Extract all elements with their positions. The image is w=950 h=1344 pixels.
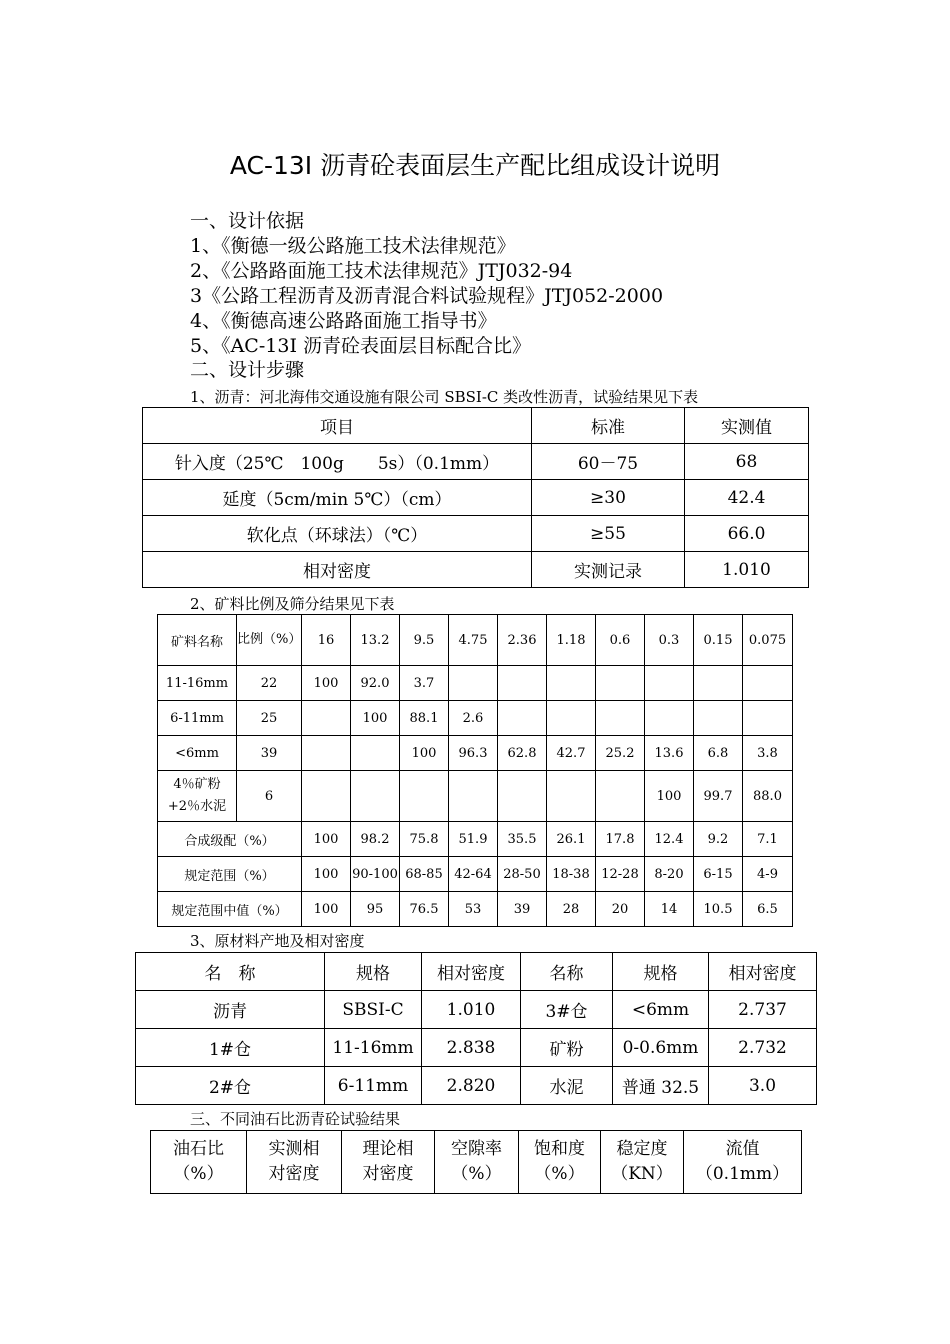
basis-heading: 一、设计依据 (190, 210, 305, 232)
basis-item: 4、《衡德高速公路路面施工指导书》 (190, 310, 497, 332)
table-cell: 51.9 (449, 822, 498, 857)
table-cell: <6mm (613, 991, 709, 1029)
summary-label: 合成级配（%） (158, 822, 302, 857)
basis-item: 3《公路工程沥青及沥青混合料试验规程》JTJ052-2000 (190, 285, 664, 307)
summary-row (158, 892, 793, 927)
table-cell: 3.0 (709, 1067, 817, 1105)
sieve-cell: 0.3 (645, 615, 694, 666)
table-header-row (143, 408, 809, 444)
table-cell: 95 (351, 892, 400, 927)
header-cell: 规格 (613, 953, 709, 991)
table-cell: 68 (685, 444, 809, 480)
table-cell: 88.0 (743, 771, 793, 822)
material-name: 4％矿粉+2％水泥 (158, 771, 237, 822)
header-line: 油石比 (173, 1139, 224, 1159)
table-cell: ≥55 (532, 516, 685, 552)
table-cell (596, 701, 645, 736)
header-cell (601, 1131, 684, 1194)
grading-table (157, 614, 793, 927)
table-cell: 18-38 (547, 857, 596, 892)
table-row (143, 516, 809, 552)
document-title: AC-13I 沥青砼表面层生产配比组成设计说明 (229, 151, 721, 180)
table-cell: 6-11mm (325, 1067, 422, 1105)
sieve-cell: 9.5 (400, 615, 449, 666)
table-cell: 实测记录 (532, 552, 685, 588)
table-cell: 28 (547, 892, 596, 927)
sieve-cell: 2.36 (498, 615, 547, 666)
table-cell: 96.3 (449, 736, 498, 771)
table-cell: 水泥 (521, 1067, 613, 1105)
grading-header-row (158, 615, 793, 666)
table-cell: 92.0 (351, 666, 400, 701)
header-line: 流值 (725, 1139, 760, 1159)
header-line: （%） (451, 1164, 502, 1184)
table-cell (498, 701, 547, 736)
table-cell: 9.2 (694, 822, 743, 857)
header-line: 实测相 (268, 1139, 320, 1159)
header-cell: 规格 (325, 953, 422, 991)
table-cell (449, 666, 498, 701)
header-cell: 比例（%） (237, 615, 302, 666)
asphalt-table (142, 407, 809, 588)
table-cell: 矿粉 (521, 1029, 613, 1067)
table-cell (547, 701, 596, 736)
table-cell: 13.6 (645, 736, 694, 771)
header-cell (342, 1131, 435, 1194)
table-cell: ≥30 (532, 480, 685, 516)
sieve-cell: 0.075 (743, 615, 793, 666)
table-cell (694, 666, 743, 701)
table-cell: 2.838 (422, 1029, 521, 1067)
table-cell: 3#仓 (521, 991, 613, 1029)
table-cell: 68-85 (400, 857, 449, 892)
table-cell (400, 771, 449, 822)
header-cell: 相对密度 (422, 953, 521, 991)
table-cell (547, 771, 596, 822)
table-cell (596, 771, 645, 822)
table-cell: 6-15 (694, 857, 743, 892)
table-cell: 42.7 (547, 736, 596, 771)
table-cell: 1.010 (422, 991, 521, 1029)
header-line: 对密度 (268, 1164, 320, 1184)
header-line: （%） (173, 1164, 224, 1184)
grading-caption: 2、矿料比例及筛分结果见下表 (190, 595, 395, 613)
table-cell: 7.1 (743, 822, 793, 857)
materials-caption: 3、原材料产地及相对密度 (190, 932, 365, 950)
header-cell (435, 1131, 519, 1194)
table-row (158, 771, 793, 822)
table-cell: 98.2 (351, 822, 400, 857)
table-row (158, 736, 793, 771)
table-cell: 42.4 (685, 480, 809, 516)
table-cell: 42-64 (449, 857, 498, 892)
header-line: （0.1mm） (695, 1164, 790, 1184)
table-cell: 软化点（环球法）（℃） (143, 516, 532, 552)
table-cell: 17.8 (596, 822, 645, 857)
table-cell: 28-50 (498, 857, 547, 892)
table-cell: 35.5 (498, 822, 547, 857)
table-cell (449, 771, 498, 822)
material-ratio: 39 (237, 736, 302, 771)
table-cell: 100 (302, 857, 351, 892)
basis-item: 1、《衡德一级公路施工技术法律规范》 (190, 235, 516, 257)
sieve-cell: 13.2 (351, 615, 400, 666)
header-cell: 实测值 (685, 408, 809, 444)
table-cell: 0-0.6mm (613, 1029, 709, 1067)
asphalt-caption: 1、沥青：河北海伟交通设施有限公司 SBSI-C 类改性沥青，试验结果见下表 (190, 388, 699, 406)
table-cell: 2.732 (709, 1029, 817, 1067)
table-cell: 3.8 (743, 736, 793, 771)
table-cell (547, 666, 596, 701)
material-name: <6mm (158, 736, 237, 771)
table-cell: SBSI-C (325, 991, 422, 1029)
table-cell: 4-9 (743, 857, 793, 892)
table-cell: 100 (351, 701, 400, 736)
material-ratio: 25 (237, 701, 302, 736)
table-cell: 25.2 (596, 736, 645, 771)
header-cell: 名 称 (136, 953, 325, 991)
tests-caption: 三、不同油石比沥青砼试验结果 (190, 1110, 401, 1128)
table-cell (743, 666, 793, 701)
basis-item: 2、《公路路面施工技术法律规范》JTJ032-94 (190, 260, 573, 282)
header-line: （%） (534, 1164, 585, 1184)
table-cell (351, 771, 400, 822)
table-cell: 88.1 (400, 701, 449, 736)
table-cell: 8-20 (645, 857, 694, 892)
table-cell (743, 701, 793, 736)
table-cell: 76.5 (400, 892, 449, 927)
summary-row (158, 822, 793, 857)
table-row (158, 666, 793, 701)
header-cell (519, 1131, 601, 1194)
table-cell: 11-16mm (325, 1029, 422, 1067)
table-row (143, 552, 809, 588)
header-cell: 项目 (143, 408, 532, 444)
table-cell: 14 (645, 892, 694, 927)
basis-item: 5、《AC-13I 沥青砼表面层目标配合比》 (190, 335, 531, 357)
header-cell: 矿料名称 (158, 615, 237, 666)
summary-label: 规定范围中值（%） (158, 892, 302, 927)
table-cell: 66.0 (685, 516, 809, 552)
table-cell (351, 736, 400, 771)
material-ratio: 22 (237, 666, 302, 701)
table-cell: 99.7 (694, 771, 743, 822)
header-line: （KN） (611, 1164, 673, 1184)
materials-table (135, 952, 817, 1105)
header-cell (247, 1131, 342, 1194)
table-cell (302, 736, 351, 771)
table-cell: 6.5 (743, 892, 793, 927)
table-cell: 2.6 (449, 701, 498, 736)
header-line: 稳定度 (616, 1139, 668, 1159)
table-header-row (151, 1131, 802, 1194)
table-cell: 2#仓 (136, 1067, 325, 1105)
sieve-cell: 1.18 (547, 615, 596, 666)
material-ratio: 6 (237, 771, 302, 822)
table-cell: 20 (596, 892, 645, 927)
table-cell: 26.1 (547, 822, 596, 857)
table-cell: 3.7 (400, 666, 449, 701)
table-cell: 针入度（25℃ 100g 5s）（0.1mm） (143, 444, 532, 480)
header-cell: 标准 (532, 408, 685, 444)
material-name: 6-11mm (158, 701, 237, 736)
table-cell (302, 771, 351, 822)
table-row (136, 1029, 817, 1067)
table-cell: 60－75 (532, 444, 685, 480)
header-line: 饱和度 (534, 1139, 585, 1159)
table-cell: 100 (302, 892, 351, 927)
table-cell (694, 701, 743, 736)
table-cell (645, 666, 694, 701)
table-cell: 12.4 (645, 822, 694, 857)
summary-row (158, 857, 793, 892)
sieve-cell: 4.75 (449, 615, 498, 666)
header-cell: 相对密度 (709, 953, 817, 991)
header-line: 空隙率 (451, 1139, 502, 1159)
table-header-row (136, 953, 817, 991)
table-cell: 100 (302, 822, 351, 857)
table-cell: 6.8 (694, 736, 743, 771)
header-cell (151, 1131, 247, 1194)
header-cell: 名称 (521, 953, 613, 991)
table-cell: 100 (645, 771, 694, 822)
steps-heading: 二、设计步骤 (190, 359, 305, 381)
table-cell: 沥青 (136, 991, 325, 1029)
table-cell: 39 (498, 892, 547, 927)
table-row (143, 480, 809, 516)
header-line: 理论相 (362, 1139, 414, 1159)
table-cell: 2.820 (422, 1067, 521, 1105)
table-row (136, 1067, 817, 1105)
table-cell: 2.737 (709, 991, 817, 1029)
table-cell (302, 701, 351, 736)
table-cell: 普通 32.5 (613, 1067, 709, 1105)
table-cell: 75.8 (400, 822, 449, 857)
table-cell: 100 (302, 666, 351, 701)
table-row (158, 701, 793, 736)
header-line: 对密度 (362, 1164, 414, 1184)
table-row (143, 444, 809, 480)
sieve-cell: 0.6 (596, 615, 645, 666)
table-cell: 62.8 (498, 736, 547, 771)
table-cell: 10.5 (694, 892, 743, 927)
table-cell: 1.010 (685, 552, 809, 588)
table-cell (645, 701, 694, 736)
tests-table (150, 1130, 802, 1194)
table-cell (498, 666, 547, 701)
table-cell: 100 (400, 736, 449, 771)
sieve-cell: 0.15 (694, 615, 743, 666)
table-cell: 延度（5cm/min 5℃）（cm） (143, 480, 532, 516)
table-row (136, 991, 817, 1029)
table-cell: 12-28 (596, 857, 645, 892)
table-cell (596, 666, 645, 701)
summary-label: 规定范围（%） (158, 857, 302, 892)
table-cell: 90-100 (351, 857, 400, 892)
table-cell: 1#仓 (136, 1029, 325, 1067)
table-cell (498, 771, 547, 822)
material-name: 11-16mm (158, 666, 237, 701)
table-cell: 53 (449, 892, 498, 927)
table-cell: 相对密度 (143, 552, 532, 588)
sieve-cell: 16 (302, 615, 351, 666)
header-cell (684, 1131, 802, 1194)
